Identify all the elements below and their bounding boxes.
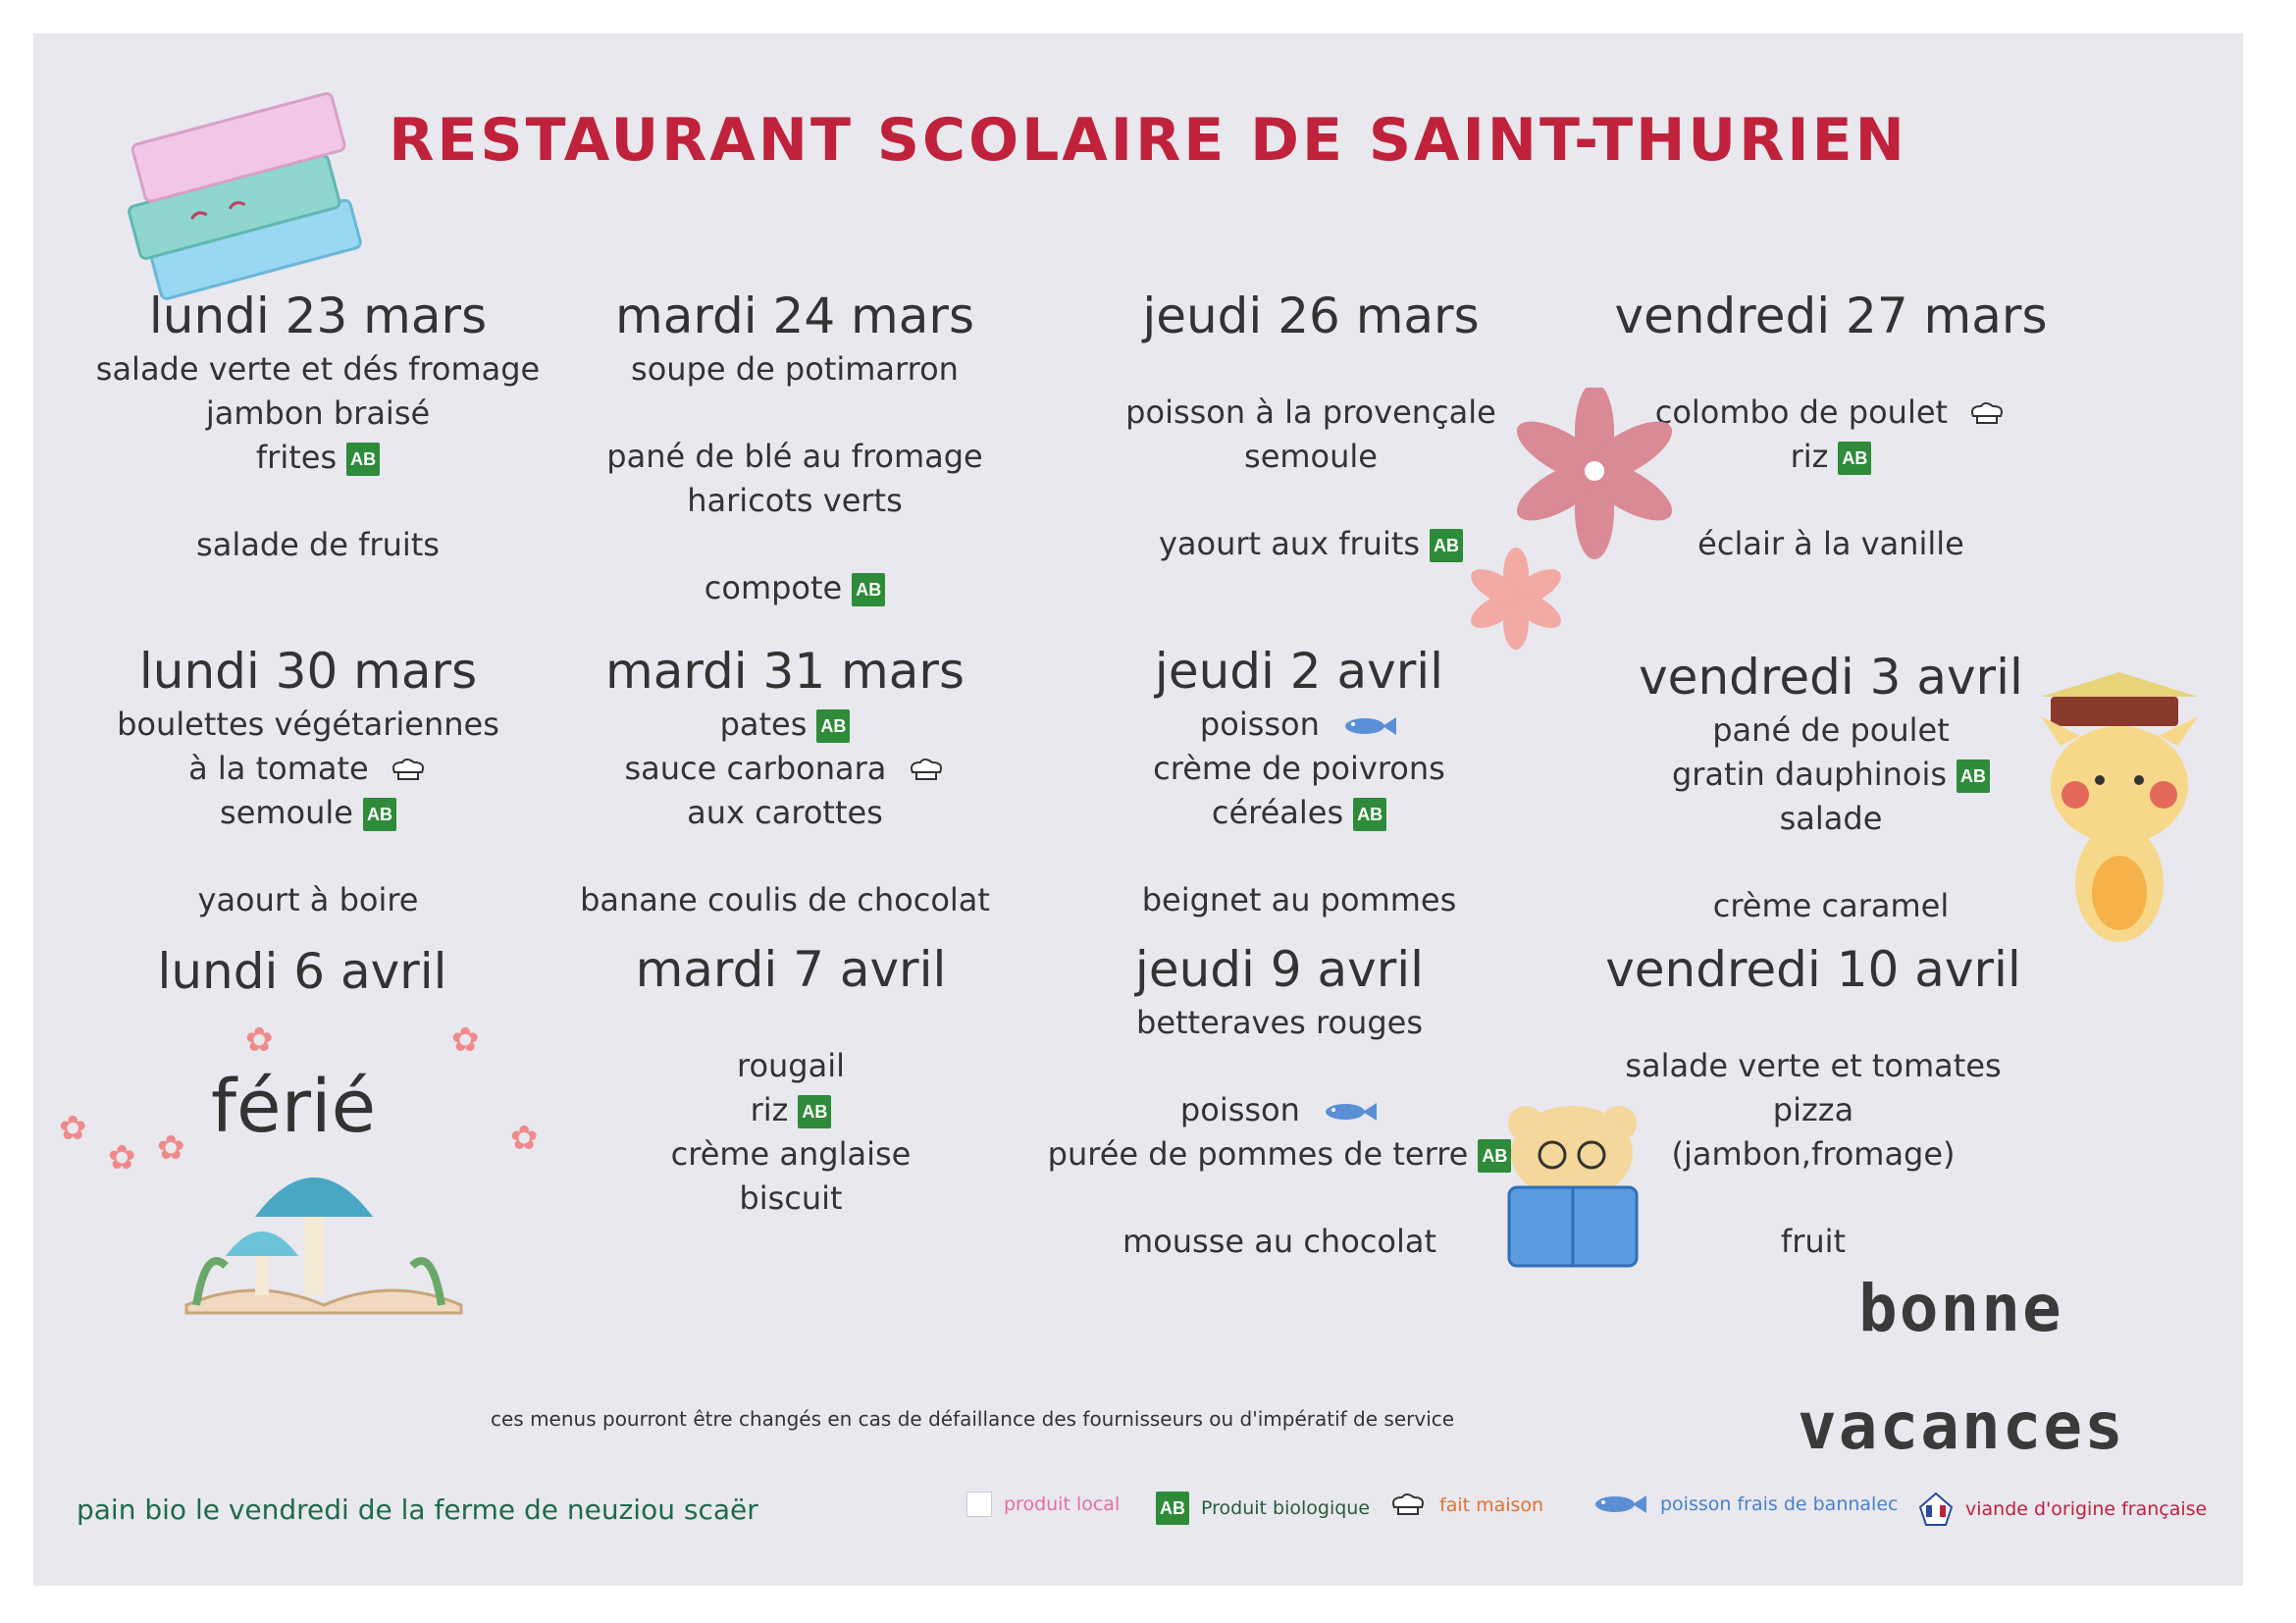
menu-item: salade verte et dés fromage	[95, 350, 541, 388]
day-heading: mardi 24 mars	[614, 288, 974, 344]
menu-item: aux carottes	[687, 794, 883, 831]
legend-local	[966, 1492, 1120, 1517]
menu-item: frites AB	[43, 436, 593, 480]
menu-item: mousse au chocolat	[1122, 1223, 1436, 1260]
organic-icon: AB	[1430, 529, 1463, 562]
bonne-text: bonne	[1858, 1271, 2063, 1346]
menu-item: salade	[1779, 800, 1883, 837]
menu-item: salade verte et tomates	[1625, 1047, 2002, 1084]
menu-item: soupe de potimarron	[631, 350, 959, 388]
menu-item: (jambon,fromage)	[1671, 1135, 1956, 1173]
day-lundi-6-avril	[27, 940, 577, 1003]
legend-viande	[1918, 1492, 2207, 1527]
menu-item: sauce carbonara	[510, 747, 1060, 791]
menu-item: gratin dauphinois AB	[1556, 753, 2106, 797]
menu-item: yaourt à boire	[197, 881, 419, 918]
chef-hat-icon	[1967, 400, 2007, 428]
day-heading: jeudi 26 mars	[1142, 288, 1480, 344]
menu-item: compote AB	[520, 566, 1070, 610]
legend-label: viande d'origine française	[1965, 1498, 2208, 1520]
menu-item: crème caramel	[1712, 887, 1950, 924]
sparkle-icon: ✿	[157, 1128, 185, 1168]
legend-bio	[1156, 1492, 1370, 1525]
page-title: RESTAURANT SCOLAIRE DE SAINT-THURIEN	[389, 106, 1907, 175]
menu-item: poisson à la provençale	[1125, 393, 1496, 431]
menu-item: banane coulis de chocolat	[580, 881, 990, 918]
menu-item: biscuit	[739, 1179, 843, 1217]
legend-label: poisson frais de bannalec	[1660, 1493, 1899, 1515]
legend-label: Produit biologique	[1201, 1497, 1371, 1519]
organic-icon: AB	[363, 798, 396, 831]
french-meat-icon	[1918, 1492, 1954, 1527]
menu-item: semoule AB	[33, 791, 583, 835]
organic-icon: AB	[1838, 442, 1871, 475]
legend-maison	[1388, 1492, 1543, 1519]
menu-item: purée de pommes de terre AB	[1005, 1132, 1554, 1177]
menu-item: rougail	[736, 1047, 845, 1084]
legend-label: produit local	[1004, 1493, 1121, 1515]
day-jeudi-2-avril	[1024, 640, 1574, 922]
fish-icon	[1590, 1492, 1648, 1517]
menu-item: semoule	[1244, 438, 1378, 475]
menu-item: haricots verts	[687, 482, 903, 519]
chef-hat-icon	[1388, 1492, 1428, 1519]
holiday-label: férié	[211, 1065, 377, 1149]
organic-icon: AB	[1353, 798, 1386, 831]
menu-item: à la tomate	[33, 747, 583, 791]
legend-label: fait maison	[1439, 1494, 1544, 1516]
fish-icon	[1339, 713, 1398, 739]
organic-icon: AB	[1957, 759, 1990, 793]
day-jeudi-26-mars	[1036, 285, 1586, 566]
day-heading: vendredi 10 avril	[1605, 941, 2021, 998]
sparkle-icon: ✿	[510, 1119, 539, 1158]
menu-item: beignet au pommes	[1141, 881, 1457, 918]
bread-note: pain bio le vendredi de la ferme de neuziou scaër	[77, 1493, 758, 1526]
cat-illustration	[2031, 667, 2227, 971]
menu-item: pané de poulet	[1712, 711, 1950, 749]
day-heading: mardi 7 avril	[635, 941, 947, 998]
disclaimer-note: ces menus pourront être changés en cas de défaillance des fournisseurs ou d'impératif de service	[491, 1407, 1455, 1431]
sparkle-icon: ✿	[108, 1138, 136, 1178]
mushroom-book-illustration	[177, 1109, 471, 1315]
flower-illustration	[1462, 545, 1570, 653]
menu-item: riz AB	[516, 1088, 1066, 1132]
day-lundi-30-mars	[33, 640, 583, 922]
day-heading: vendredi 3 avril	[1639, 649, 2023, 706]
menu-item: poisson	[1024, 703, 1574, 747]
day-heading: vendredi 27 mars	[1614, 288, 2048, 344]
organic-icon: AB	[346, 443, 380, 476]
menu-item: éclair à la vanille	[1697, 525, 1964, 562]
day-mardi-31-mars	[510, 640, 1060, 922]
day-heading: lundi 30 mars	[138, 643, 478, 700]
menu-item: fruit	[1780, 1223, 1847, 1260]
day-mardi-24-mars	[520, 285, 1070, 610]
menu-item: betteraves rouges	[1136, 1004, 1423, 1041]
organic-icon: AB	[798, 1095, 831, 1128]
menu-item: crème de poivrons	[1153, 750, 1445, 787]
day-heading: jeudi 9 avril	[1134, 941, 1425, 998]
sparkle-icon: ✿	[245, 1021, 274, 1060]
day-heading: lundi 6 avril	[157, 943, 447, 1000]
day-heading: jeudi 2 avril	[1154, 643, 1444, 700]
organic-icon: AB	[1478, 1139, 1511, 1173]
menu-item: pané de blé au fromage	[606, 438, 983, 475]
day-mardi-7-avril	[516, 938, 1066, 1221]
day-heading: mardi 31 mars	[604, 643, 965, 700]
local-product-icon	[966, 1492, 992, 1517]
menu-item: salade de fruits	[196, 526, 440, 563]
bear-illustration	[1491, 1094, 1658, 1271]
day-heading: lundi 23 mars	[148, 288, 488, 344]
vacances-text: vacances	[1798, 1388, 2125, 1464]
menu-item: pates AB	[510, 703, 1060, 747]
organic-icon: AB	[852, 573, 885, 606]
menu-item: céréales AB	[1024, 791, 1574, 835]
day-lundi-23-mars	[43, 285, 593, 567]
sparkle-icon: ✿	[59, 1109, 87, 1148]
chef-hat-icon	[389, 757, 428, 784]
menu-item: pizza	[1772, 1091, 1854, 1128]
sparkle-icon: ✿	[451, 1021, 480, 1060]
menu-item: riz AB	[1556, 435, 2106, 479]
menu-item: yaourt aux fruits AB	[1036, 522, 1586, 566]
menu-item: colombo de poulet	[1556, 391, 2106, 435]
day-vendredi-3-avril	[1556, 646, 2106, 928]
organic-icon: AB	[816, 709, 850, 743]
menu-item: boulettes végétariennes	[117, 706, 499, 743]
day-jeudi-9-avril	[1005, 938, 1554, 1264]
menu-item: poisson	[1005, 1088, 1554, 1132]
menu-item: crème anglaise	[670, 1135, 912, 1173]
chef-hat-icon	[907, 757, 946, 784]
flower-illustration	[1511, 388, 1688, 564]
menu-item: jambon braisé	[205, 394, 431, 432]
fish-icon	[1320, 1099, 1379, 1125]
organic-icon: AB	[1156, 1492, 1189, 1525]
legend-poisson	[1590, 1492, 1898, 1517]
